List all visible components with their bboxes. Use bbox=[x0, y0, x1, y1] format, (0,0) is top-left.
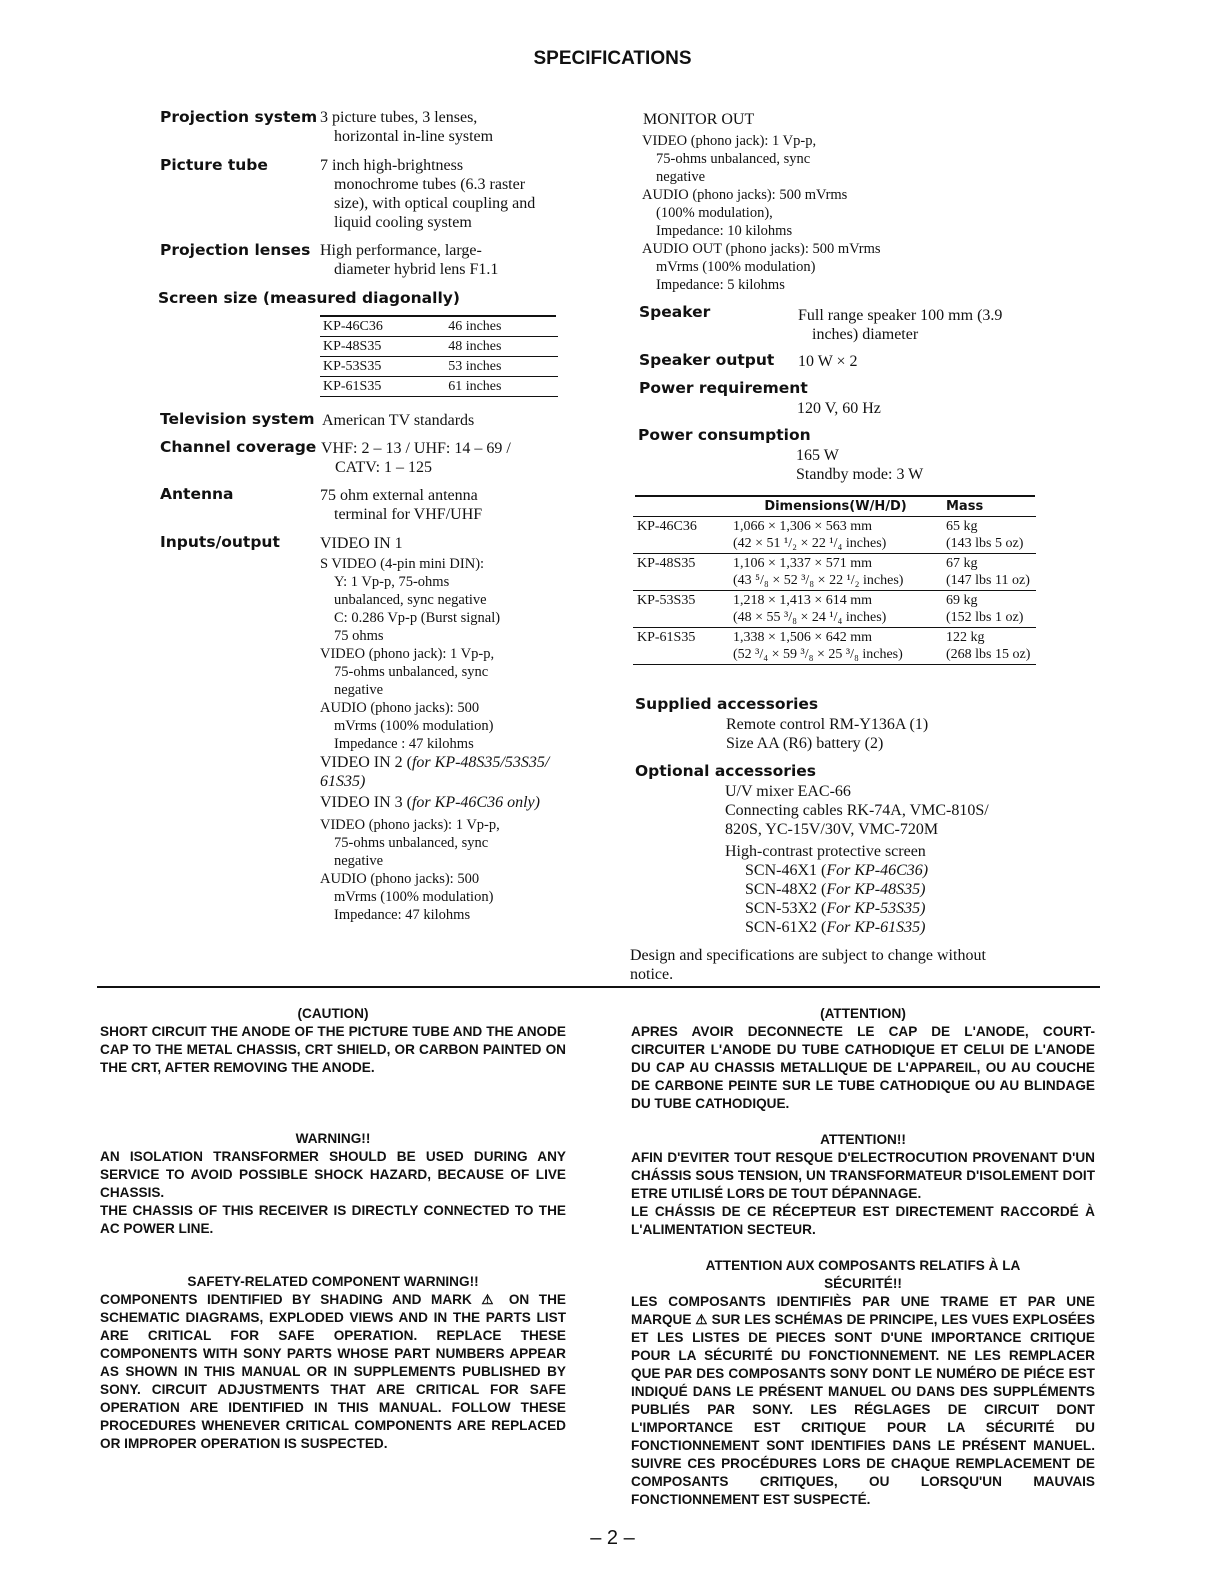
size: 48 inches bbox=[445, 337, 558, 357]
model: KP-46C36 bbox=[320, 317, 445, 337]
page-number: – 2 – bbox=[590, 1527, 635, 1549]
value-projection-system: 3 picture tubes, 3 lenses, horizontal in-line system bbox=[320, 109, 494, 145]
table-row bbox=[320, 337, 558, 357]
safety-fr: ATTENTION AUX COMPOSANTS RELATIFS À LA SÉCURITÉ!! LES COMPOSANTS IDENTIFIÈS PAR UNE TRAME ET PAR UNE MARQUE ⚠ SUR LES SCHÉMAS DE PRINCIPE, LES VUES EXPLOSÉES ET LES LISTES DE PIECES SONT D'UNE IMPORTANCE CRITIQUE POUR LA SÉCURITÉ DU FONCTIONNEMENT. NE LES REMPLACER QUE PAR DES COMPOSANTS SONY DONT LE NUMÉRO DE PIÉCE EST INDIQUÉ DANS LE PRÉSENT MANUEL OU DANS DES SUPPLÉMENTS PUBLIÉS PAR SONY. LES RÉGLAGES DE CIRCUIT DONT L'IMPORTANCE EST CRITIQUE POUR LA SÉCURITÉ DU FONCTIONNEMENT SONT IDENTIFIES DANS LE PRÉSENT MANUEL. SUIVRE CES PROCÉDURES LORS DE CHAQUE REMPLACEMENT DE COMPOSANTS CRITIQUES, OU LORSQU'UN MAUVAIS FONCTIONNEMENT EST SUSPECTÉ. bbox=[631, 1258, 1095, 1507]
value-channel-coverage: VHF: 2 – 13 / UHF: 14 – 69 / CATV: 1 – 125 bbox=[321, 440, 511, 476]
video-in-2: VIDEO IN 2 (for KP-48S35/53S35/ bbox=[320, 754, 550, 771]
label-channel-coverage: Channel coverage bbox=[160, 438, 317, 456]
value-power-consumption: 165 W Standby mode: 3 W bbox=[796, 447, 924, 483]
model: KP-61S35 bbox=[320, 377, 445, 397]
warning-title: WARNING!! bbox=[295, 1131, 371, 1146]
value-antenna: 75 ohm external antenna terminal for VHF/UHF bbox=[320, 487, 483, 523]
table-row: KP-53S35 1,218 × 1,413 × 614 mm (48 × 55 ³/₈ × 24 ¹/₄ inches) 69 kg (152 lbs 1 oz) bbox=[633, 591, 1036, 628]
caution-fr: (ATTENTION) APRES AVOIR DECONNECTE LE CAP DE L'ANODE, COURT-CIRCUITER L'ANODE DU TUBE CATHODIQUE ET CELUI DE L'ANODE DU CAP AU CHASSIS METALLIQUE DE L'APPAREIL, OU AU COUCHE DE CARBONE PEINTE SUR LE TUBE CATHODIQUE OU AU BLINDAGE DU TUBE CATHODIQUE. bbox=[631, 1006, 1095, 1111]
label-screen-size: Screen size (measured diagonally) bbox=[158, 289, 460, 307]
label-speaker-output: Speaker output bbox=[639, 351, 775, 369]
label-television-system: Television system bbox=[160, 410, 315, 428]
safety-title: ATTENTION AUX COMPOSANTS RELATIFS À LA SÉCURITÉ!! bbox=[705, 1258, 1021, 1291]
label-supplied-accessories: Supplied accessories bbox=[635, 695, 819, 713]
caution-en: (CAUTION) SHORT CIRCUIT THE ANODE OF THE PICTURE TUBE AND THE ANODE CAP TO THE METAL CHASSIS, CRT SHIELD, OR CARBON PAINTED ON THE CRT, AFTER REMOVING THE ANODE. bbox=[100, 1006, 566, 1075]
size: 46 inches bbox=[445, 317, 558, 337]
label-speaker: Speaker bbox=[639, 303, 711, 321]
table-row bbox=[320, 317, 558, 337]
warning-en: WARNING!! AN ISOLATION TRANSFORMER SHOULD BE USED DURING ANY SERVICE TO AVOID POSSIBLE SHOCK HAZARD, BECAUSE OF LIVE CHASSIS. THE CHASSIS OF THIS RECEIVER IS DIRECTLY CONNECTED TO THE AC POWER LINE. bbox=[100, 1131, 566, 1236]
warning-title: ATTENTION!! bbox=[820, 1132, 906, 1147]
table-row bbox=[320, 377, 558, 397]
caution-title: (CAUTION) bbox=[297, 1006, 369, 1021]
section-divider bbox=[97, 986, 1100, 988]
label-inputs-output: Inputs/output bbox=[160, 533, 280, 551]
label-picture-tube: Picture tube bbox=[160, 156, 268, 174]
monitor-out-heading: MONITOR OUT bbox=[643, 111, 755, 128]
header-mass: Mass bbox=[942, 497, 1036, 517]
label-power-requirement: Power requirement bbox=[639, 379, 808, 397]
label-optional-accessories: Optional accessories bbox=[635, 762, 816, 780]
value-picture-tube: 7 inch high-brightness monochrome tubes (6.3 raster size), with optical coupling and liquid cooling system bbox=[320, 157, 536, 231]
table-row: KP-48S35 1,106 × 1,337 × 571 mm (43 ⁵/₈ × 52 ³/₈ × 22 ¹/₂ inches) 67 kg (147 lbs 11 oz) bbox=[633, 554, 1036, 591]
table-row bbox=[320, 357, 558, 377]
table-row: KP-61S35 1,338 × 1,506 × 642 mm (52 ³/₄ × 59 ³/₈ × 25 ³/₈ inches) 122 kg (268 lbs 15 oz) bbox=[633, 628, 1036, 665]
label-antenna: Antenna bbox=[160, 485, 234, 503]
safety-title: SAFETY-RELATED COMPONENT WARNING!! bbox=[187, 1274, 479, 1289]
monitor-out-spec: VIDEO (phono jack): 1 Vp-p, 75-ohms unbalanced, sync negative AUDIO (phono jacks): 500 mVrms (100% modulation), Impedance: 10 kilohms AUDIO OUT (phono jacks): 500 mVrms mVrms (100% modulation) Impedance: 5 kilohms bbox=[642, 133, 881, 293]
value-projection-lenses: High performance, large- diameter hybrid lens F1.1 bbox=[320, 242, 499, 278]
label-projection-system: Projection system bbox=[160, 108, 318, 126]
table-row: KP-46C36 1,066 × 1,306 × 563 mm (42 × 51 ¹/₂ × 22 ¹/₄ inches) 65 kg (143 lbs 5 oz) bbox=[633, 517, 1036, 554]
notice: Design and specifications are subject to change without notice. bbox=[630, 947, 986, 983]
table-header bbox=[633, 497, 1036, 517]
size: 53 inches bbox=[445, 357, 558, 377]
model: KP-53S35 bbox=[320, 357, 445, 377]
label-power-consumption: Power consumption bbox=[638, 426, 811, 444]
value-speaker: Full range speaker 100 mm (3.9 inches) diameter bbox=[798, 307, 1003, 343]
value-inputs-output: VIDEO IN 1 S VIDEO (4-pin mini DIN): Y: 1 Vp-p, 75-ohms unbalanced, sync negative C: 0.286 Vp-p (Burst signal) 75 ohms VIDEO (phono jack): 1 Vp-p, 75-ohms unbalanced, sync negative AUDIO (phono jacks): 500 mVrms (100% modulation) Impedance : 47 kilohms VIDEO IN 2 (for KP-48S35/53S35/ 61S35) VIDEO IN 3 (for KP-46C36 only) VIDEO (phono jacks): 1 Vp-p, 75-ohms unbalanced, sync negative AUDIO (phono jacks): 500 mVrms (100% modulation) Impedance: 47 kilohms bbox=[320, 534, 570, 924]
value-optional-accessories: U/V mixer EAC-66 Connecting cables RK-74A, VMC-810S/ 820S, YC-15V/30V, VMC-720M High-contrast protective screen SCN-46X1 (For KP-46C36) SCN-48X2 (For KP-48S35) SCN-53X2 (For KP-53S35) SCN-61X2 (For KP-61S35) bbox=[725, 783, 989, 936]
value-television-system: American TV standards bbox=[322, 412, 475, 429]
model: KP-48S35 bbox=[320, 337, 445, 357]
size: 61 inches bbox=[445, 377, 558, 397]
video-in-3: VIDEO IN 3 (for KP-46C36 only) bbox=[320, 794, 540, 811]
value-power-requirement: 120 V, 60 Hz bbox=[797, 400, 881, 417]
caution-title: (ATTENTION) bbox=[820, 1006, 906, 1021]
safety-en: SAFETY-RELATED COMPONENT WARNING!! COMPONENTS IDENTIFIED BY SHADING AND MARK ⚠ ON THE SCHEMATIC DIAGRAMS, EXPLODED VIEWS AND IN THE PARTS LIST ARE CRITICAL FOR SAFE OPERATION. REPLACE THESE COMPONENTS WITH SONY PARTS WHOSE PART NUMBERS APPEAR AS SHOWN IN THIS MANUAL OR IN SUPPLEMENTS PUBLISHED BY SONY. CIRCUIT ADJUSTMENTS THAT ARE CRITICAL FOR SAFE OPERATION ARE IDENTIFIED IN THIS MANUAL. FOLLOW THESE PROCEDURES WHENEVER CRITICAL COMPONENTS ARE REPLACED OR IMPROPER OPERATION IS SUSPECTED. bbox=[100, 1274, 566, 1451]
header-dimensions: Dimensions(W/H/D) bbox=[729, 497, 942, 517]
page-title: SPECIFICATIONS bbox=[533, 48, 692, 69]
value-speaker-output: 10 W × 2 bbox=[798, 353, 858, 370]
s-video-spec: S VIDEO (4-pin mini DIN): Y: 1 Vp-p, 75-ohms unbalanced, sync negative C: 0.286 Vp-p (Burst signal) 75 ohms VIDEO (phono jack): 1 Vp-p, 75-ohms unbalanced, sync negative AUDIO (phono jacks): 500 mVrms (100% modulation) Impedance : 47 kilohms bbox=[320, 556, 501, 752]
value-supplied-accessories: Remote control RM-Y136A (1) Size AA (R6) battery (2) bbox=[726, 716, 929, 752]
screen-size-table bbox=[320, 317, 558, 397]
dimensions-table bbox=[633, 497, 1036, 665]
warning-fr: ATTENTION!! AFIN D'EVITER TOUT RESQUE D'ELECTROCUTION PROVENANT D'UN CHÁSSIS SOUS TENSION, UN TRANSFORMATEUR D'ISOLEMENT DOIT ETRE UTILISÉ LORS DE TOUT DÉPANNAGE. LE CHÁSSIS DE CE RÉCEPTEUR EST DIRECTEMENT RACCORDÉ À L'ALIMENTATION SECTEUR. bbox=[631, 1132, 1095, 1237]
label-projection-lenses: Projection lenses bbox=[160, 241, 311, 259]
